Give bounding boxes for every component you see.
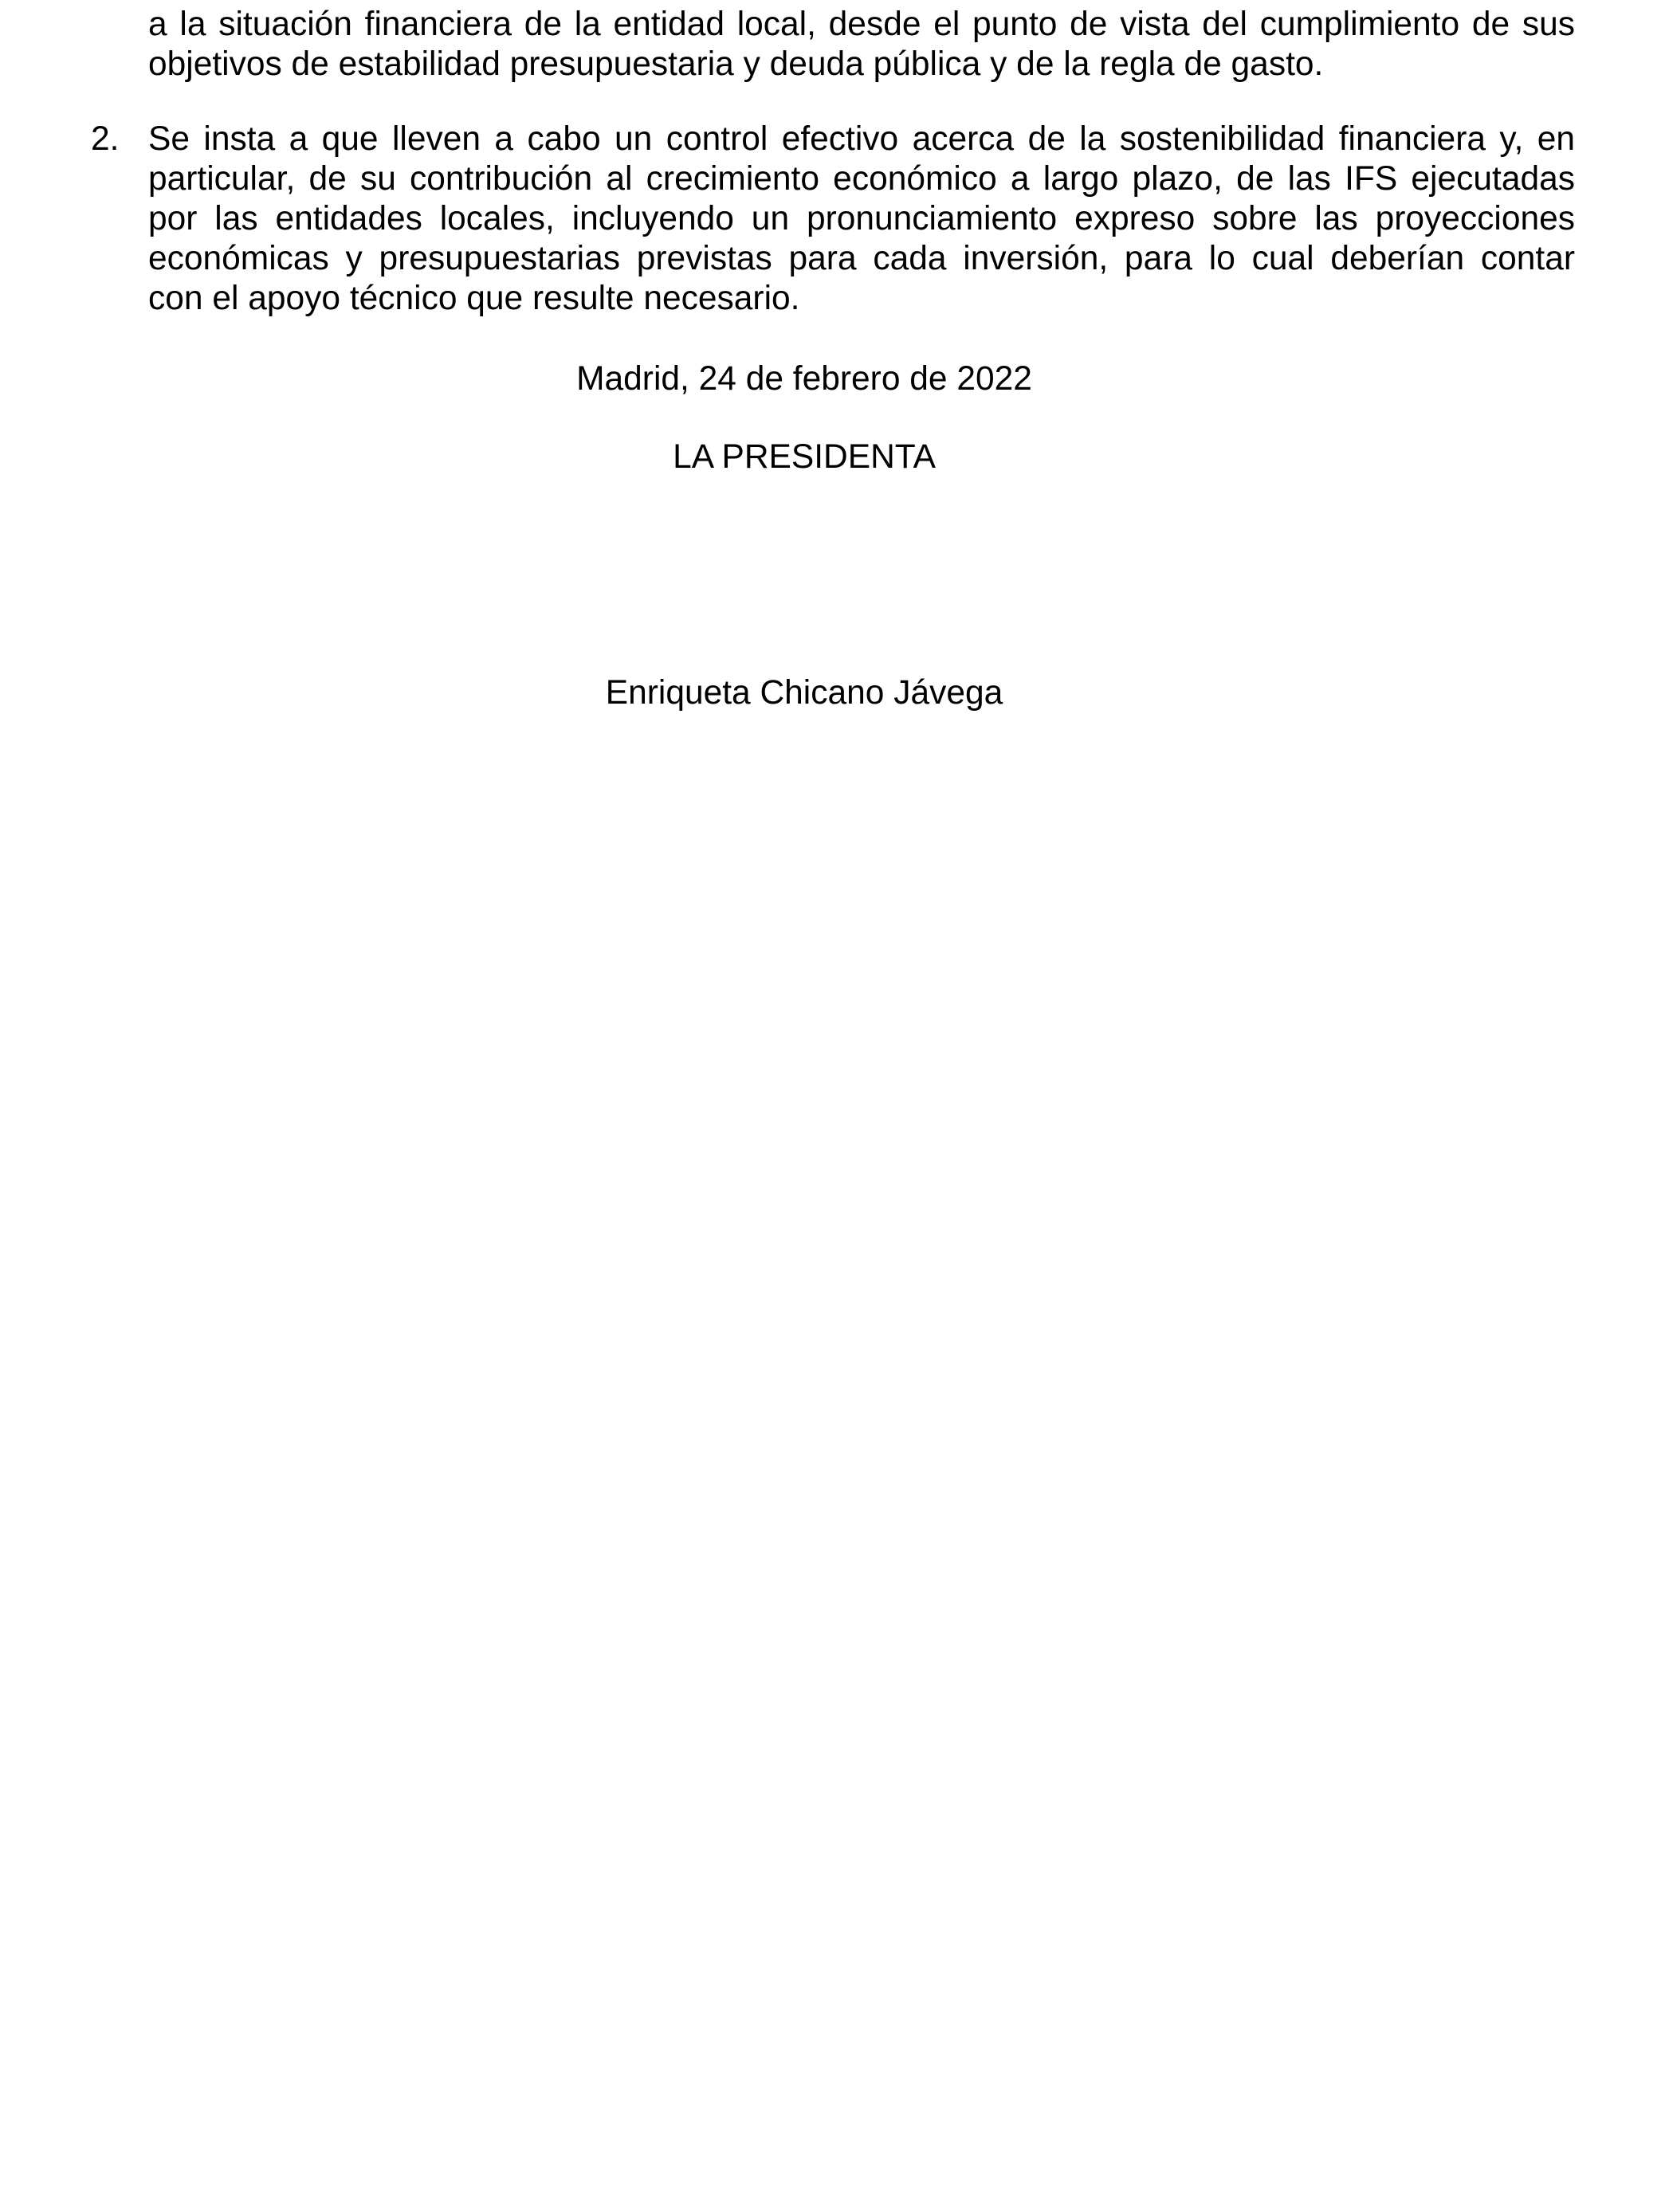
paragraph-line: por las entidades locales, incluyendo un pronunciamiento expreso sobre las proyecciones (148, 200, 1575, 237)
paragraph-line: particular, de su contribución al crecimiento económico a largo plazo, de las IFS ejecutadas (148, 160, 1575, 198)
paragraph-line: con el apoyo técnico que resulte necesario. (148, 280, 800, 317)
paragraph-line: Se insta a que lleven a cabo un control efectivo acerca de la sostenibilidad financiera y, en (148, 120, 1575, 158)
list-item-2-paragraph (148, 120, 1575, 319)
paragraph-line: objetivos de estabilidad presupuestaria y deuda pública y de la regla de gasto. (148, 45, 1324, 83)
signatory-role: LA PRESIDENTA (673, 438, 936, 476)
paragraph-line: a la situación financiera de la entidad local, desde el punto de vista del cumplimiento de sus (148, 6, 1575, 43)
continuation-paragraph (148, 5, 1575, 84)
place-date: Madrid, 24 de febrero de 2022 (576, 360, 1032, 398)
signatory-name: Enriqueta Chicano Jávega (605, 674, 1003, 712)
list-number: 2. (91, 120, 120, 158)
paragraph-line: económicas y presupuestarias previstas para cada inversión, para lo cual deberían contar (148, 240, 1575, 277)
